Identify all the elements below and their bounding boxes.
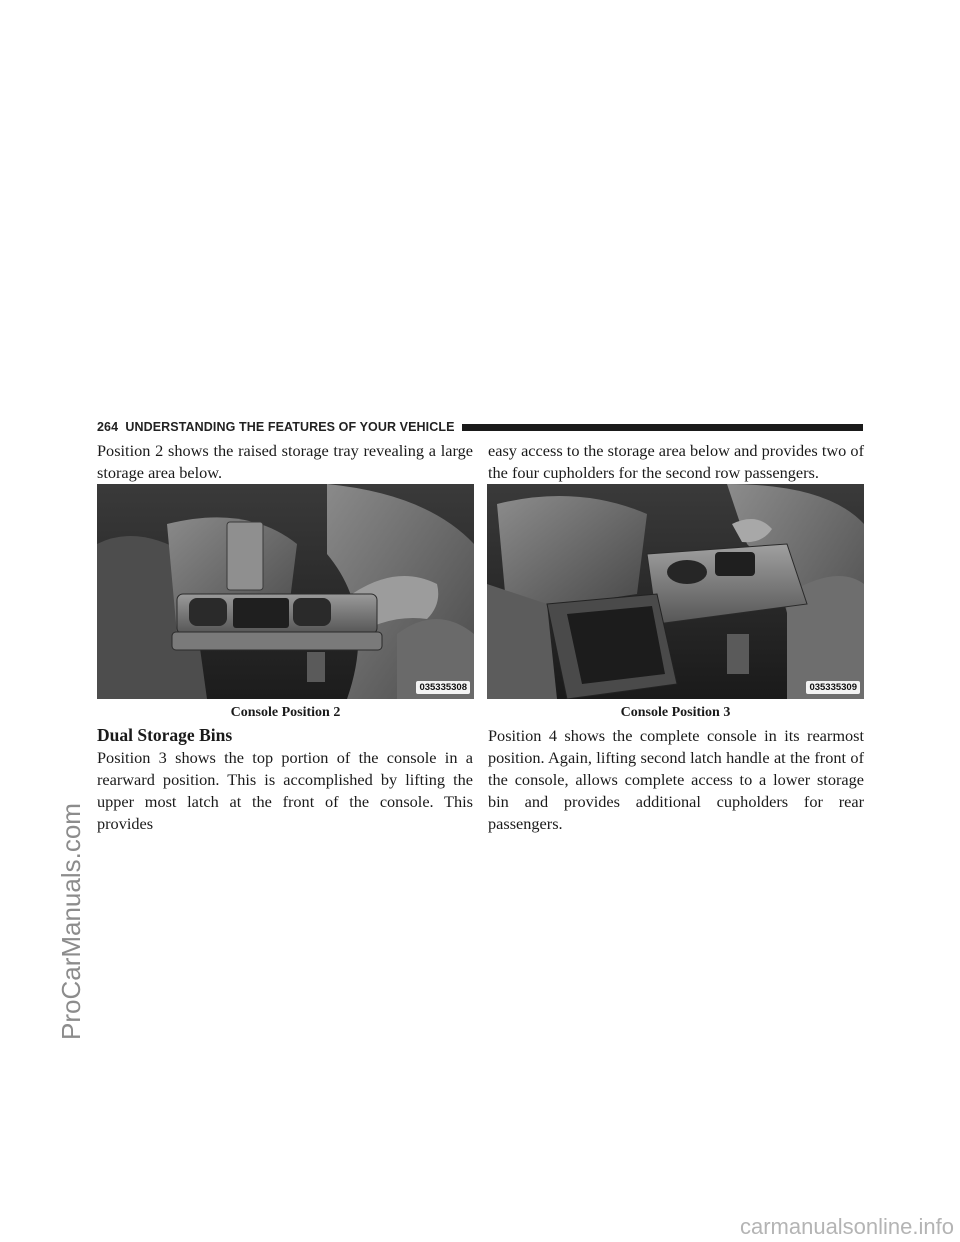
figure-console-position-3 — [487, 484, 864, 699]
page-header-text — [97, 420, 455, 434]
side-watermark: ProCarManuals.com — [56, 803, 86, 1040]
console-position-3-photo — [487, 484, 864, 699]
paragraph-position-3: Position 3 shows the top portion of the console in a rearward position. This is accomplished by lifting the upper most latch at the front of the console. This provides — [97, 748, 473, 833]
paragraph-continued: easy access to the storage area below and provides two of the four cupholders for the second row passengers. — [488, 441, 864, 482]
paragraph-position-4: Position 4 shows the complete console in its rearmost position. Again, lifting second latch handle at the front of the console, allows complete access to a lower storage bin and provides additional cupholders for rear passengers. — [488, 726, 864, 833]
section-heading: Dual Storage Bins — [97, 725, 233, 745]
bottom-watermark: carmanualsonline.info — [739, 1214, 954, 1239]
page-number: 264 — [97, 420, 119, 434]
section-title: UNDERSTANDING THE FEATURES OF YOUR VEHICLE — [125, 420, 455, 434]
figure-id-label: 035335309 — [806, 681, 860, 694]
figure-console-position-2 — [97, 484, 474, 699]
header-rule — [462, 424, 863, 431]
page-header — [97, 418, 863, 436]
console-position-2-photo — [97, 484, 474, 699]
figure-id-label: 035335308 — [416, 681, 470, 694]
figure-caption: Console Position 2 — [230, 705, 341, 720]
figure-caption: Console Position 3 — [620, 705, 731, 720]
paragraph-position-2: Position 2 shows the raised storage tray revealing a large storage area below. — [97, 441, 473, 482]
